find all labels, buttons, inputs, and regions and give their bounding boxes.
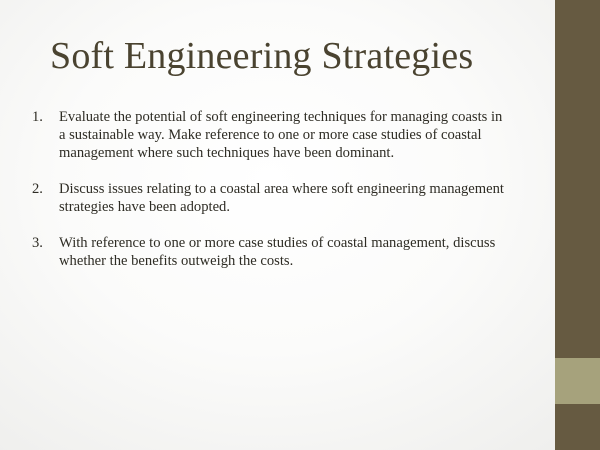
slide-title: Soft Engineering Strategies: [50, 35, 474, 77]
list-item: [32, 108, 512, 162]
list-item-text: With reference to one or more case studies of coastal management, discuss whether the benefits outweigh the costs.: [59, 235, 496, 269]
decorative-sidebar: [555, 0, 600, 450]
list-item: [32, 234, 512, 270]
list-item-number: 2.: [32, 181, 43, 197]
sidebar-accent-band: [555, 358, 600, 404]
list-item-number: 1.: [32, 109, 43, 125]
question-list: [32, 108, 512, 288]
list-item-text: Discuss issues relating to a coastal area where soft engineering management strategies have been adopted.: [59, 181, 504, 215]
list-item-number: 3.: [32, 235, 43, 251]
list-item-text: Evaluate the potential of soft engineering techniques for managing coasts in a sustainable way. Make reference to one or more case studies of coastal management where such techniques have been dominant.: [59, 109, 503, 161]
list-item: [32, 180, 512, 216]
sidebar-dark-block: [555, 0, 600, 358]
sidebar-bottom-block: [555, 404, 600, 450]
